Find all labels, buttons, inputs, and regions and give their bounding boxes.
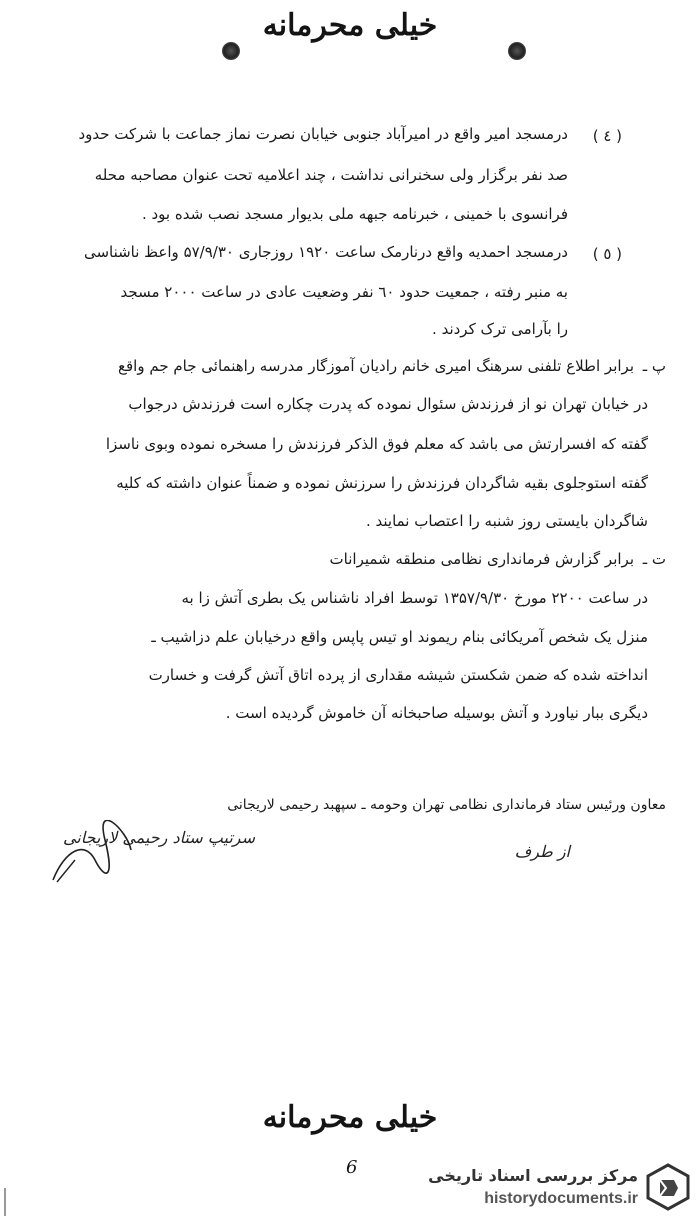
section-4-line-1: درمسجد امیر واقع در امیرآباد جنوبی خیابان نصرت نماز جماعت با شرکت حدود [78, 125, 568, 143]
page-number: 6 [346, 1157, 358, 1178]
watermark-url: historydocuments.ir [484, 1190, 638, 1207]
section-5-line-1: درمسجد احمدیه واقع درنارمک ساعت ١٩٢٠ روزجاری ۵۷/۹/۳۰ واعظ ناشناسی [83, 243, 568, 261]
section-5-marker: ( ٥ ) [592, 245, 622, 263]
section-t-line-2: در ساعت ٢٢٠٠ مورخ ۱۳۵۷/۹/۳۰ توسط افراد ناشناس یک بطری آتش زا به [181, 589, 648, 607]
section-p-marker: پ ـ [642, 357, 666, 375]
section-t-line-5: دیگری ببار نیاورد و آتش بوسیله صاحبخانه آن خاموش گردیده است . [225, 704, 648, 722]
signatory-handwritten-name: سرتیپ ستاد رحیمی لاریجانی [62, 828, 255, 847]
signature-note: از طرف [514, 842, 570, 861]
punch-hole-left [222, 42, 240, 60]
signatory-title: معاون ورئیس ستاد فرمانداری نظامی تهران وحومه ـ سپهبد رحیمی لاریجانی [227, 797, 666, 813]
section-t-line-4: انداخته شده که ضمن شکستن شیشه مقداری از پرده اتاق آتش گرفت و خسارت [148, 666, 648, 684]
section-t-line-3: منزل یک شخص آمریکائی بنام ریموند او تیس پاپس واقع درخیابان علم دزاشیب ـ [151, 628, 648, 646]
section-t-line-1: برابر گزارش فرمانداری نظامی منطقه شمیرانات [329, 550, 634, 568]
archive-logo-icon [644, 1162, 692, 1212]
section-5-line-2: به منبر رفته ، جمعیت حدود ٦٠ نفر وضعیت عادی در ساعت ٢٠٠٠ مسجد [120, 283, 568, 301]
classification-footer: خیلی محرمانه [262, 1100, 438, 1135]
section-p-line-2: در خیابان تهران نو از فرزندش سئوال نموده که پدرت چکاره است فرزندش درجواب [128, 395, 648, 413]
handwritten-signature-scribble [45, 820, 135, 890]
section-p-line-3: گفته که افسرارتش می باشد که معلم فوق الذکر فرزندش را مسخره نموده وبوی ناسزا [105, 435, 648, 453]
section-p-line-1: برابر اطلاع تلفنی سرهنگ امیری خانم رادیان آموزگار مدرسه راهنمائی جام جم واقع [118, 357, 634, 375]
section-4-line-3: فرانسوی با خمینی ، خبرنامه جبهه ملی بدیوار مسجد نصب شده بود . [141, 205, 568, 223]
section-4-line-2: صد نفر برگزار ولی سخنرانی نداشت ، چند اعلامیه تحت عنوان مصاحبه محله [94, 166, 568, 184]
classification-header: خیلی محرمانه [262, 8, 438, 43]
section-5-line-3: را بآرامی ترک کردند . [432, 320, 568, 338]
section-t-marker: ت ـ [642, 550, 666, 568]
section-p-line-5: شاگردان بایستی روز شنبه را اعتصاب نمایند . [365, 512, 648, 530]
scan-edge-mark [4, 1188, 6, 1216]
archive-watermark [410, 1160, 700, 1216]
watermark-org-name: مرکز بررسی اسناد تاریخی [428, 1166, 638, 1185]
punch-hole-right [508, 42, 526, 60]
section-p-line-4: گفته استوجلوی بقیه شاگردان فرزندش را سرزنش نموده و ضمناً عنوان داشته که کلیه [116, 474, 648, 492]
section-4-marker: ( ٤ ) [592, 127, 622, 145]
